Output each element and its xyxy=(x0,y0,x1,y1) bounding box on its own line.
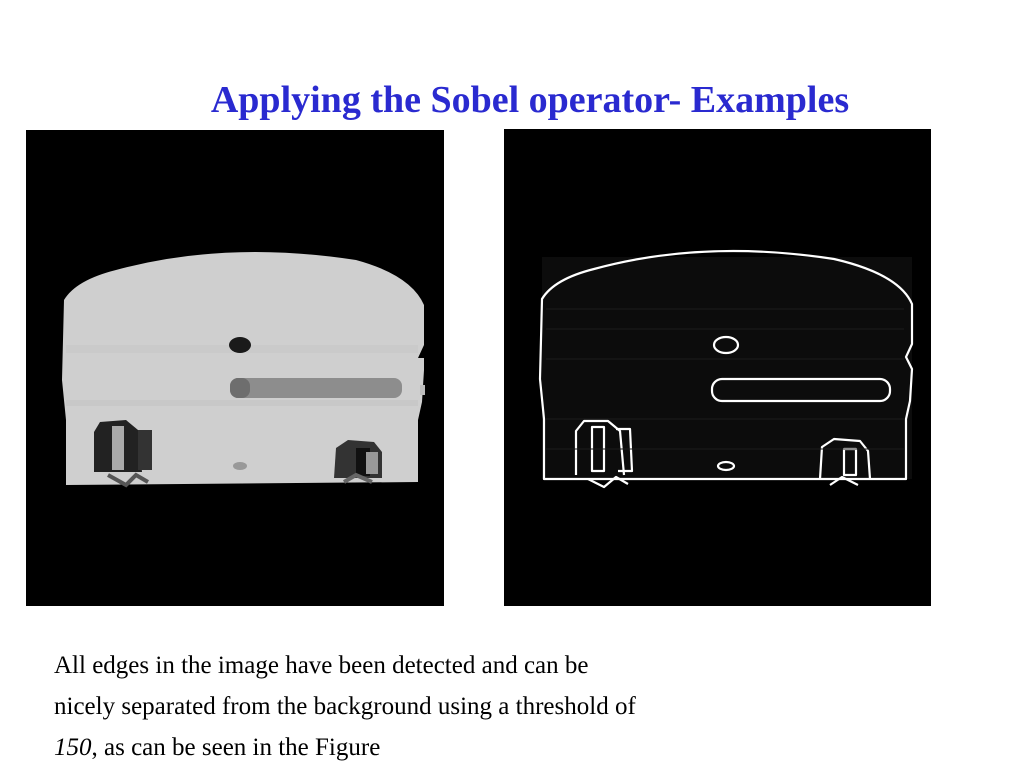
caption-line-1: All edges in the image have been detected and can be xyxy=(54,652,589,679)
slide-title: Applying the Sobel operator- Examples xyxy=(210,79,850,121)
caption-line-2: nicely separated from the background using a threshold of xyxy=(54,693,636,720)
original-image xyxy=(26,130,444,606)
edge-image xyxy=(504,129,931,606)
caption xyxy=(54,645,874,768)
caption-line-3 xyxy=(54,727,874,768)
threshold-value: 150 xyxy=(54,734,92,761)
caption-line-3-rest: , as can be seen in the Figure xyxy=(91,734,381,761)
